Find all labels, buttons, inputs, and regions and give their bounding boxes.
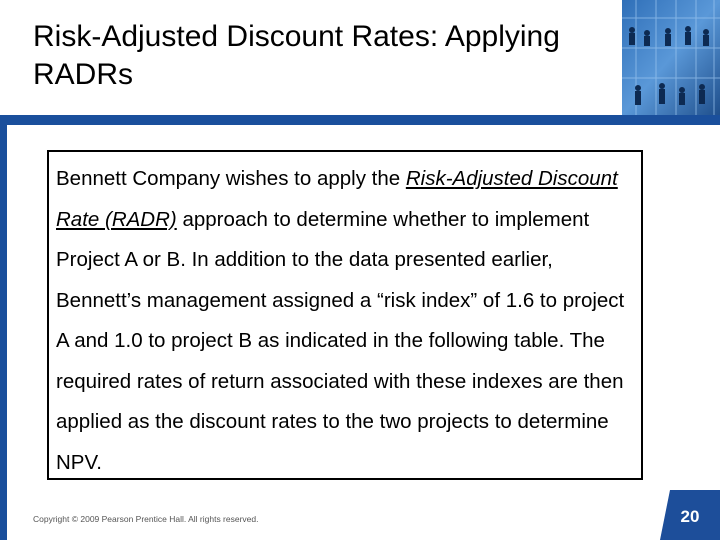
header-photo [622,0,720,115]
header-accent-band [0,115,720,125]
office-people-photo-icon [622,0,720,115]
left-accent-bar [0,125,7,540]
page-number: 20 [680,507,700,526]
copyright-notice: Copyright © 2009 Pearson Prentice Hall. All rights reserved. [33,514,259,524]
body-intro: Bennett Company wishes to apply the [56,167,406,190]
body-paragraph [56,159,640,483]
radr-term: Risk-Adjusted Discount Rate (RADR) [56,167,618,231]
body-rest: approach to determine whether to implement Project A or B. In addition to the data presented earlier, Bennett’s management assigned a “risk index” of 1.6 to project A and 1.0 to project B as indicated in the following table. The required rates of return associated with these indexes are then applied as the discount rates to the two projects to determine NPV. [56,207,625,474]
slide-title: Risk-Adjusted Discount Rates: Applying RADRs [33,20,560,91]
